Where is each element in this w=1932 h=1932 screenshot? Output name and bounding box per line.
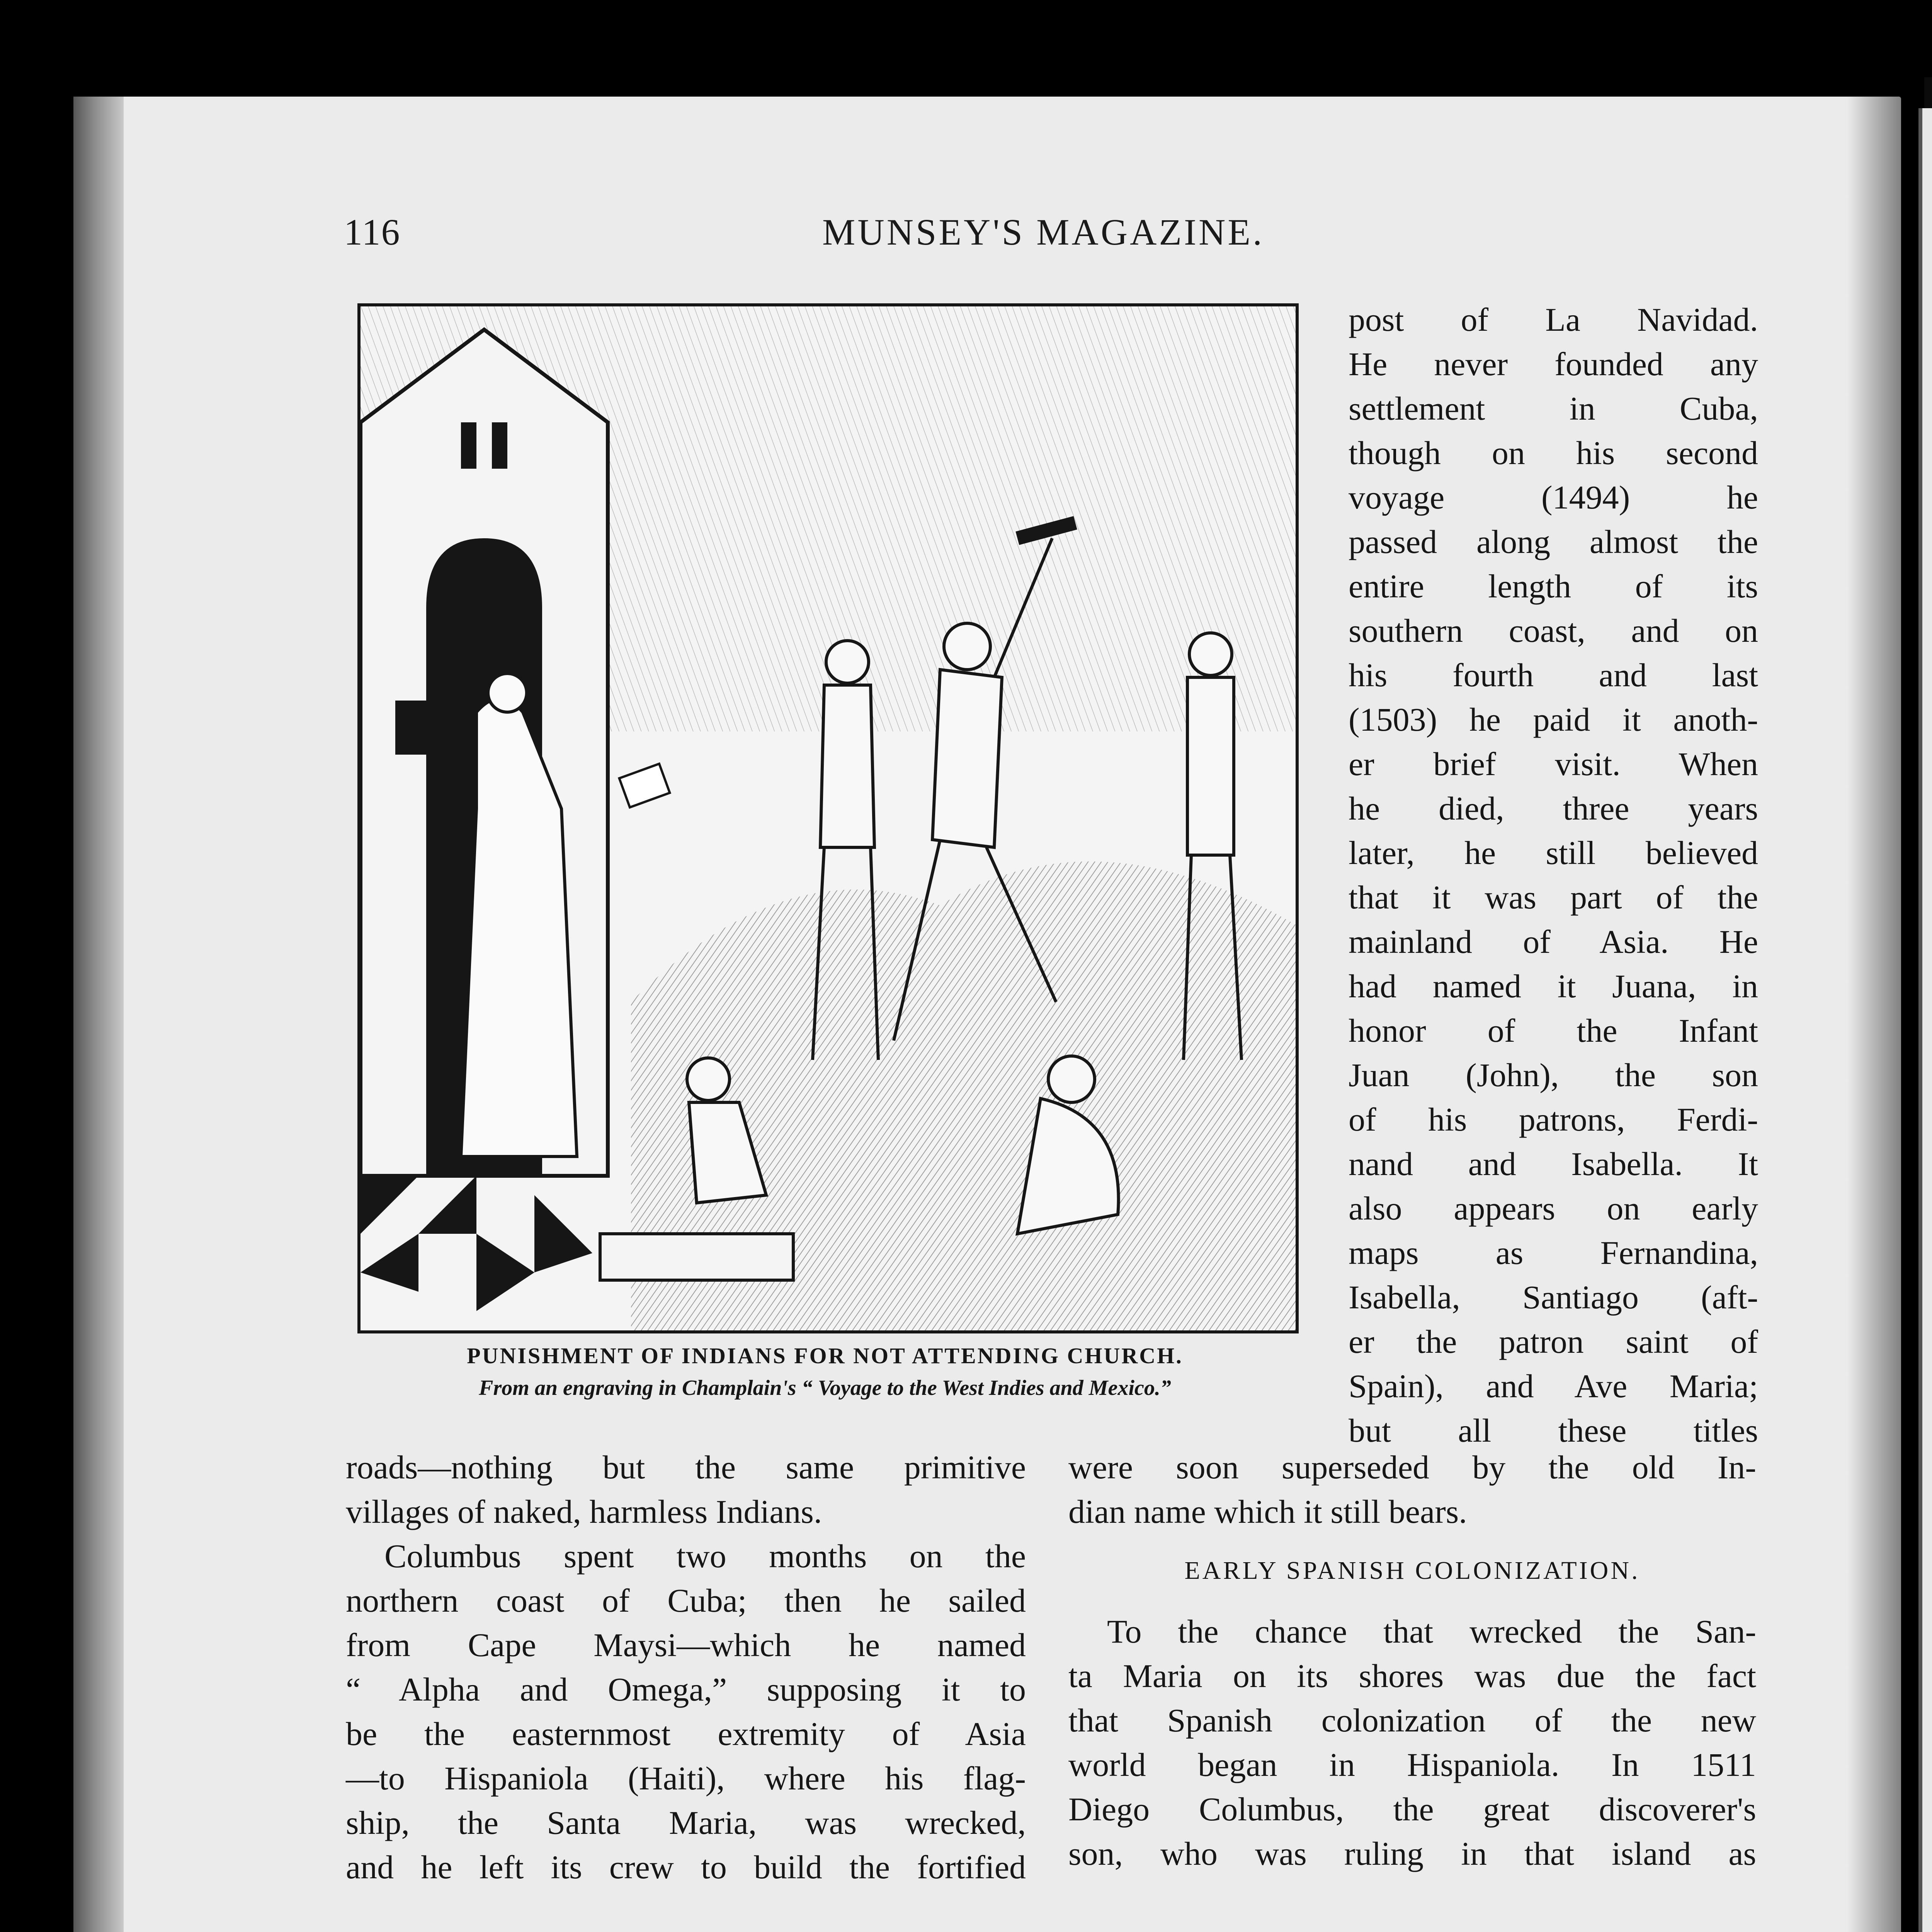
text-line: dian name which it still bears. bbox=[1068, 1493, 1467, 1530]
text-line: also appears on early bbox=[1349, 1190, 1758, 1227]
text-line: world began in Hispaniola. In 1511 bbox=[1068, 1746, 1756, 1783]
text-line: —to Hispaniola (Haiti), where his flag- bbox=[346, 1760, 1026, 1797]
text-line: mainland of Asia. He bbox=[1349, 923, 1758, 960]
text-line: were soon superseded by the old In- bbox=[1068, 1449, 1756, 1486]
next-page-edge bbox=[1918, 108, 1932, 1932]
text-line: roads—nothing but the same primitive bbox=[346, 1449, 1026, 1486]
text-line: ship, the Santa Maria, was wrecked, bbox=[346, 1804, 1026, 1841]
text-line: Isabella, Santiago (aft- bbox=[1349, 1279, 1758, 1316]
church-punishment-engraving bbox=[357, 303, 1299, 1333]
text-line: be the easternmost extremity of Asia bbox=[346, 1715, 1026, 1752]
text-line: villages of naked, harmless Indians. bbox=[346, 1493, 822, 1530]
text-line: had named it Juana, in bbox=[1349, 968, 1758, 1005]
text-line: son, who was ruling in that island as bbox=[1068, 1835, 1756, 1872]
engraving-drawing bbox=[361, 306, 1296, 1330]
text-line: southern coast, and on bbox=[1349, 612, 1758, 649]
text-line: voyage (1494) he bbox=[1349, 479, 1758, 516]
text-line: er brief visit. When bbox=[1349, 745, 1758, 782]
paper-gutter-shadow bbox=[1847, 97, 1901, 1932]
text-line: northern coast of Cuba; then he sailed bbox=[346, 1582, 1026, 1619]
running-head: MUNSEY'S MAGAZINE. bbox=[822, 211, 1264, 253]
text-line: though on his second bbox=[1349, 434, 1758, 471]
text-line: but all these titles bbox=[1349, 1412, 1758, 1449]
text-line: maps as Fernandina, bbox=[1349, 1234, 1758, 1271]
text-line: that it was part of the bbox=[1349, 879, 1758, 916]
text-line: Diego Columbus, the great discoverer's bbox=[1068, 1791, 1756, 1828]
page-number: 116 bbox=[344, 211, 401, 253]
text-line: settlement in Cuba, bbox=[1349, 390, 1758, 427]
paper-binding-shadow bbox=[73, 97, 124, 1932]
text-line: He never founded any bbox=[1349, 345, 1758, 383]
top-figure-title: PUNISHMENT OF INDIANS FOR NOT ATTENDING CHURCH. bbox=[467, 1343, 1183, 1368]
text-line: Columbus spent two months on the bbox=[384, 1537, 1026, 1575]
text-line: from Cape Maysi—which he named bbox=[346, 1626, 1026, 1663]
text-line: Juan (John), the son bbox=[1349, 1056, 1758, 1094]
text-line: honor of the Infant bbox=[1349, 1012, 1758, 1049]
text-line: nand and Isabella. It bbox=[1349, 1145, 1758, 1182]
left-column-bottom bbox=[346, 1445, 1026, 1889]
text-line: Spain), and Ave Maria; bbox=[1349, 1367, 1758, 1405]
text-line: passed along almost the bbox=[1349, 523, 1758, 560]
right-column-bottom bbox=[1068, 1445, 1756, 1876]
text-line: later, he still believed bbox=[1349, 834, 1758, 871]
text-line: (1503) he paid it anoth- bbox=[1349, 701, 1758, 738]
text-line: ta Maria on its shores was due the fact bbox=[1068, 1657, 1756, 1694]
text-line: that Spanish colonization of the new bbox=[1068, 1702, 1756, 1739]
text-line: of his patrons, Ferdi- bbox=[1349, 1101, 1758, 1138]
text-line: post of La Navidad. bbox=[1349, 301, 1758, 338]
top-figure-credit: From an engraving in Champlain's “ Voyage to the West Indies and Mexico.” bbox=[479, 1376, 1171, 1400]
section-heading: EARLY SPANISH COLONIZATION. bbox=[1184, 1556, 1640, 1585]
right-column-top bbox=[1349, 298, 1758, 1453]
text-line: “ Alpha and Omega,” supposing it to bbox=[346, 1671, 1026, 1708]
text-line: he died, three years bbox=[1349, 790, 1758, 827]
text-line: and he left its crew to build the fortified bbox=[346, 1849, 1026, 1886]
text-line: To the chance that wrecked the San- bbox=[1107, 1613, 1756, 1650]
text-line: entire length of its bbox=[1349, 568, 1758, 605]
text-line: er the patron saint of bbox=[1349, 1323, 1758, 1360]
text-line: his fourth and last bbox=[1349, 656, 1758, 694]
